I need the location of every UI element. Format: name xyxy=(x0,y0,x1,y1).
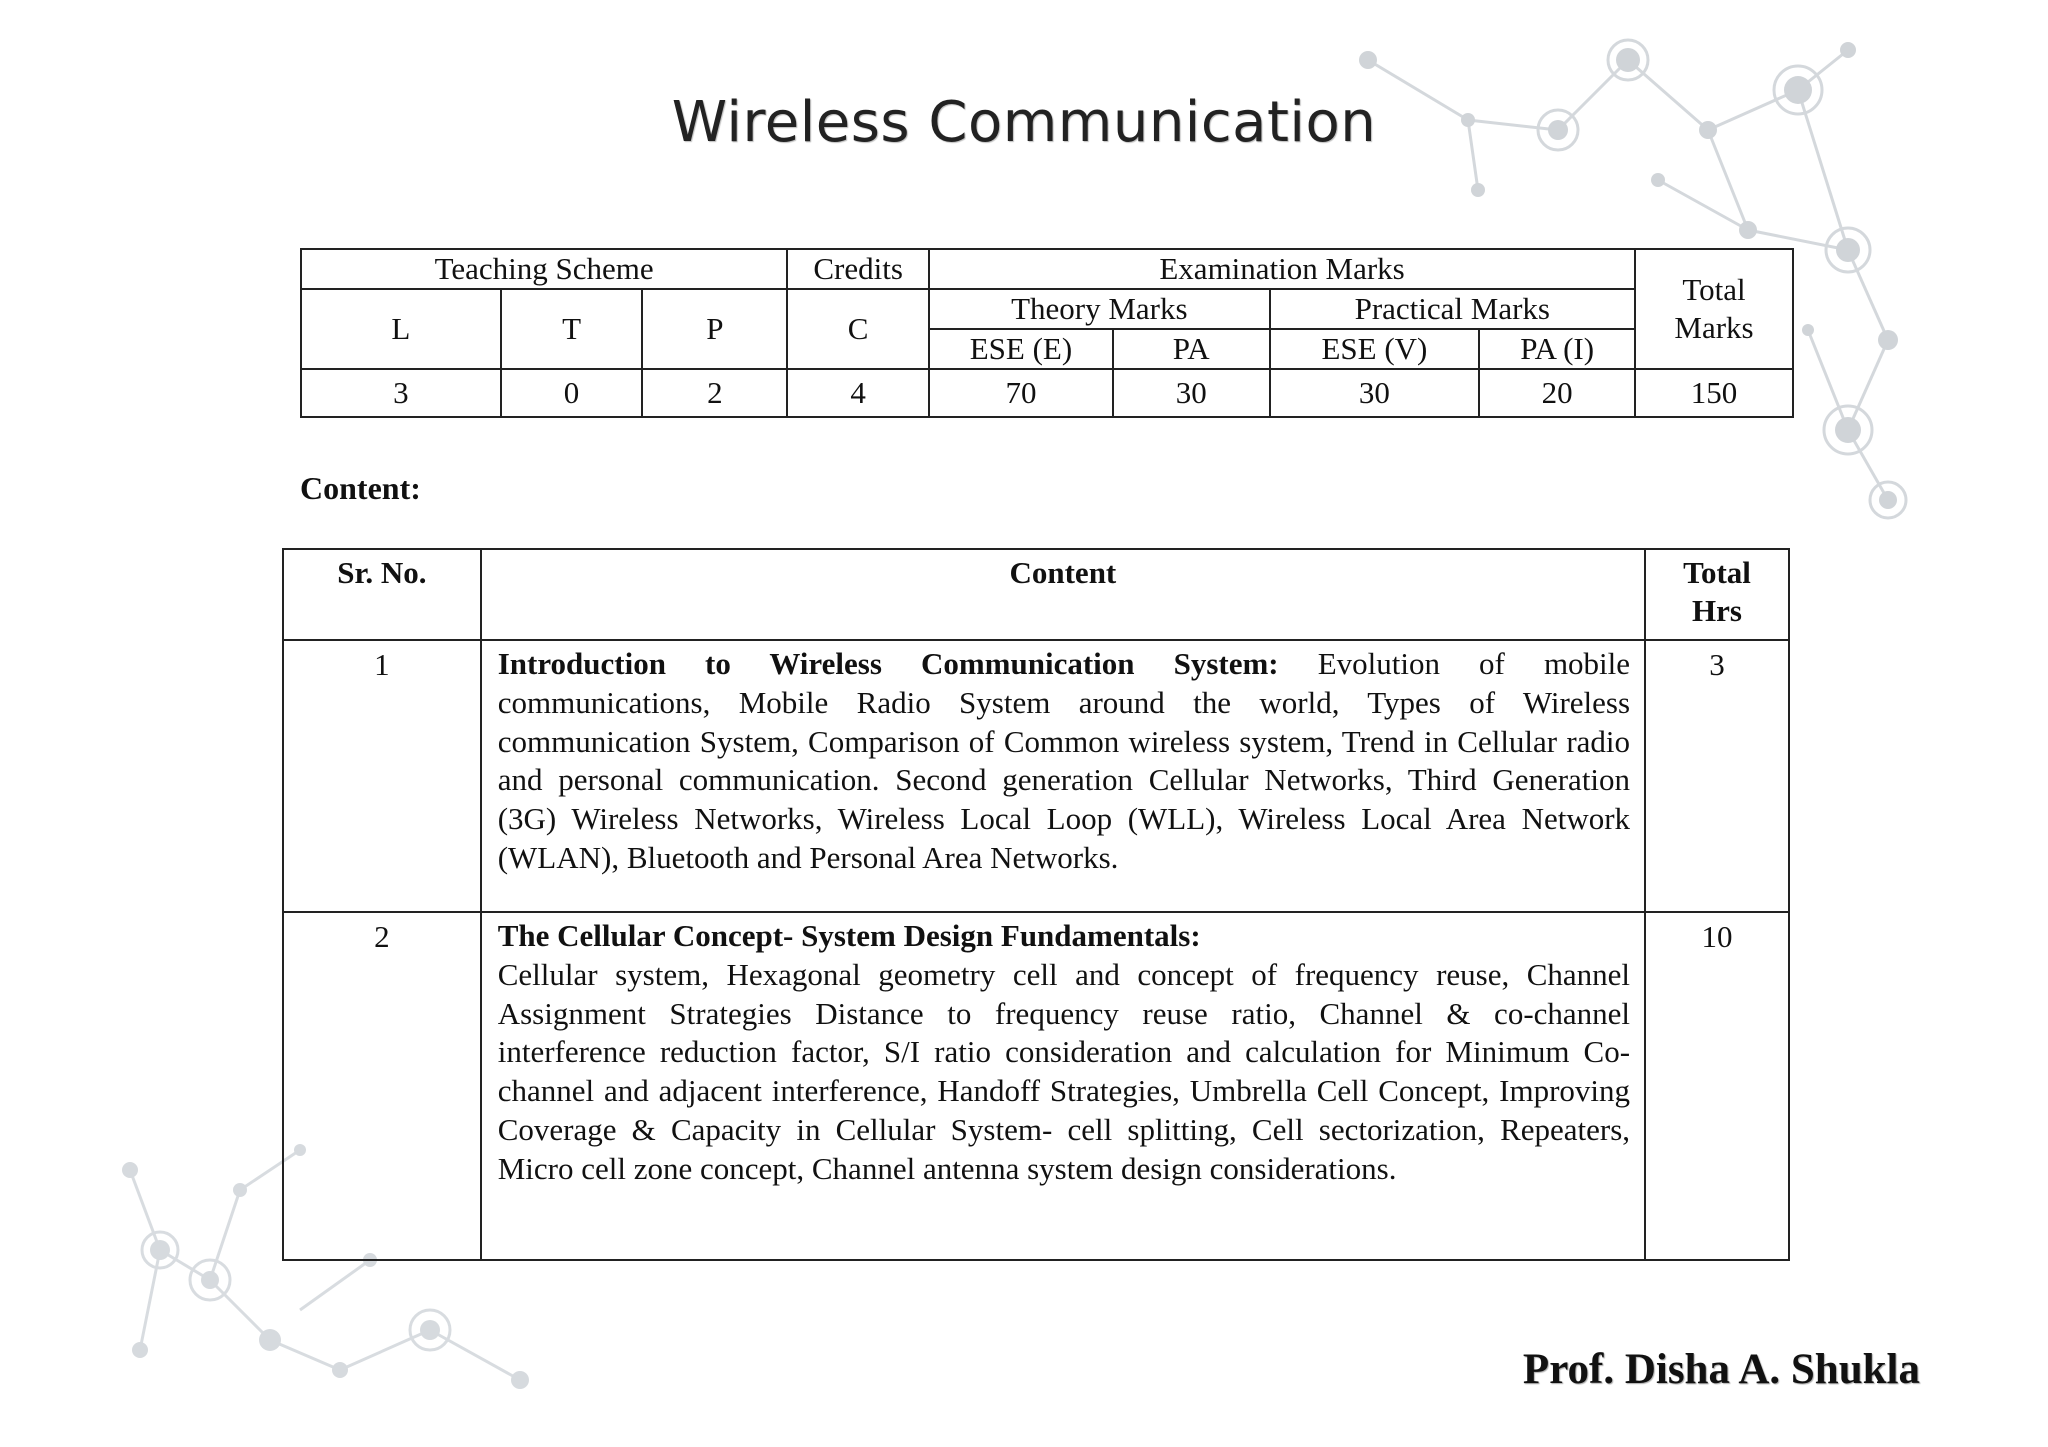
pa-header: PA xyxy=(1113,329,1270,369)
pa-i-header: PA (I) xyxy=(1479,329,1635,369)
total-marks-header: Total Marks xyxy=(1635,249,1793,369)
content-header: Content xyxy=(481,549,1645,640)
table-cell: 2 xyxy=(642,369,787,417)
teaching-scheme-header: Teaching Scheme xyxy=(301,249,787,289)
practical-marks-header: Practical Marks xyxy=(1270,289,1635,329)
content-cell xyxy=(481,912,1645,1260)
table-header-row xyxy=(283,549,1789,640)
topic-description: Evolution of mobile communications, Mobile Radio System around the world, Types of Wireless communication System, Comparison of Common wireless system, Trend in Cellular radio and personal communication. Second generation Cellular Networks, Third Generation (3G) Wireless Networks, Wireless Local Loop (WLL), Wireless Local Area Network (WLAN), Bluetooth and Personal Area Networks. xyxy=(497,646,1631,875)
table-cell: 20 xyxy=(1479,369,1635,417)
table-cell: 30 xyxy=(1113,369,1270,417)
examination-marks-header: Examination Marks xyxy=(929,249,1635,289)
l-header: L xyxy=(301,289,501,369)
table-cell: 30 xyxy=(1270,369,1480,417)
p-header: P xyxy=(642,289,787,369)
topic-title: The Cellular Concept- System Design Fundamentals: xyxy=(497,918,1201,953)
table-row xyxy=(283,912,1789,1260)
topic-description: Cellular system, Hexagonal geometry cell and concept of frequency reuse, Channel Assignment Strategies Distance to frequency reuse ratio, Channel & co-channel interference reduction factor, S/I ratio consideration and calculation for Minimum Co- channel and adjacent interference, Handoff Strategies, Umbrella Cell Concept, Improving Coverage & Capacity in Cellular System- cell splitting, Cell sectorization, Repeaters, Micro cell zone concept, Channel antenna system design considerations. xyxy=(497,956,1631,1186)
credits-header: Credits xyxy=(787,249,929,289)
table-row xyxy=(301,249,1793,289)
table-row xyxy=(301,289,1793,329)
table-cell: 150 xyxy=(1635,369,1793,417)
teaching-scheme-table xyxy=(300,248,1794,418)
ese-e-header: ESE (E) xyxy=(929,329,1113,369)
hours-cell: 10 xyxy=(1645,912,1789,1260)
theory-marks-header: Theory Marks xyxy=(929,289,1269,329)
ese-v-header: ESE (V) xyxy=(1270,329,1480,369)
content-label: Content: xyxy=(300,470,421,506)
page-title: Wireless Communication xyxy=(671,90,1377,155)
hours-cell: 3 xyxy=(1645,640,1789,912)
c-header: C xyxy=(787,289,929,369)
syllabus-table xyxy=(282,548,1790,1261)
sr-no-cell: 2 xyxy=(283,912,481,1260)
table-cell: 4 xyxy=(787,369,929,417)
t-header: T xyxy=(501,289,643,369)
table-row xyxy=(283,640,1789,912)
author-name: Prof. Disha A. Shukla xyxy=(1522,1346,1920,1393)
content-cell xyxy=(481,640,1645,912)
table-row xyxy=(301,369,1793,417)
sr-no-header: Sr. No. xyxy=(283,549,481,640)
table-cell: 0 xyxy=(501,369,643,417)
table-cell: 70 xyxy=(929,369,1113,417)
table-cell: 3 xyxy=(301,369,501,417)
total-hrs-header: Total Hrs xyxy=(1645,549,1789,640)
sr-no-cell: 1 xyxy=(283,640,481,912)
topic-title: Introduction to Wireless Communication System: xyxy=(497,646,1279,681)
